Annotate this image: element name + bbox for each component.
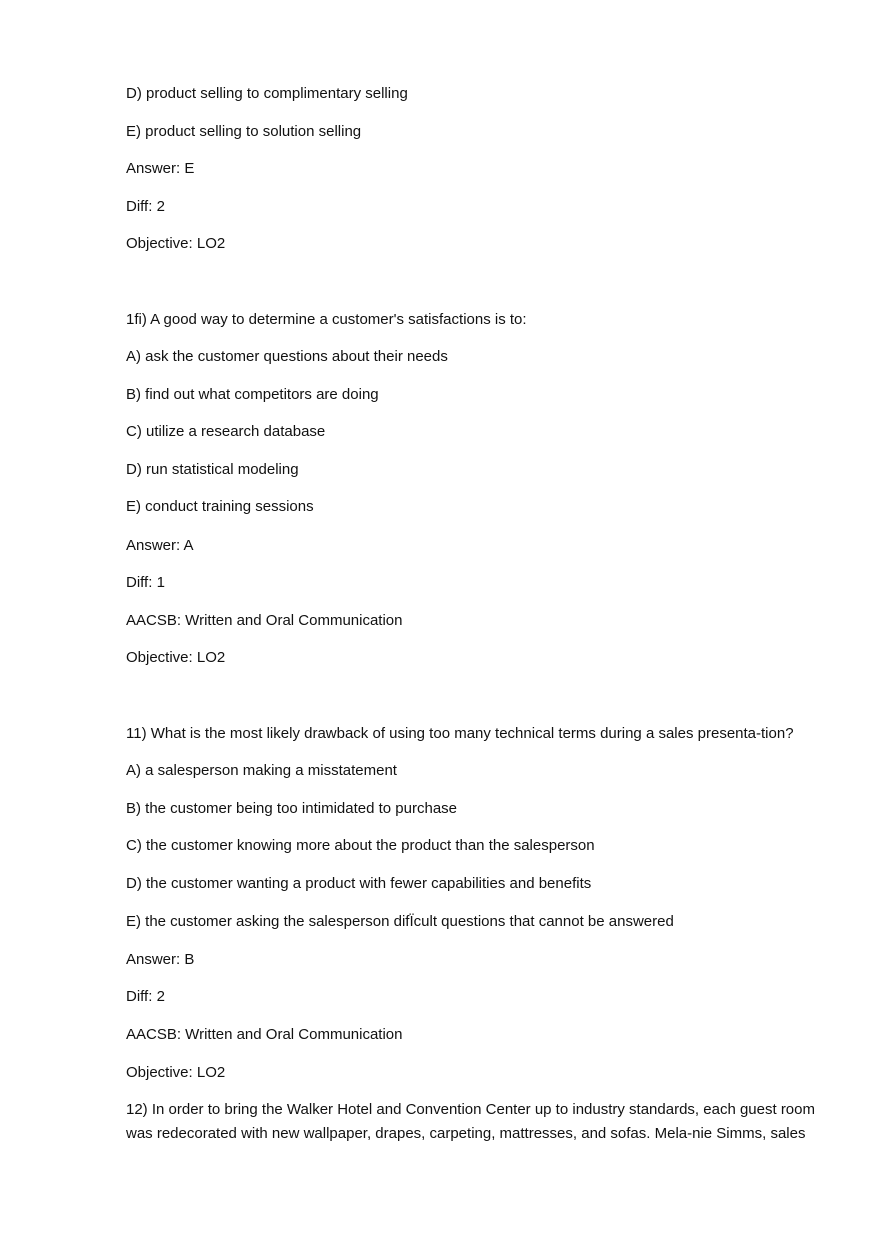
q10-option-d: D) run statistical modeling <box>126 461 299 478</box>
q11-aacsb: AACSB: Written and Oral Communication <box>126 1026 403 1043</box>
q10-option-e: E) conduct training sessions <box>126 498 314 515</box>
q12-question: 12) In order to bring the Walker Hotel and Convention Center up to industry standards, each guest room was redecorated with new wallpaper, drapes, carpeting, mattresses, and sofas. Mela-nie Simms, sales <box>126 1101 815 1142</box>
q10-diff: Diff: 1 <box>126 574 165 591</box>
q10-option-a: A) ask the customer questions about their needs <box>126 348 448 365</box>
q10-option-b: B) find out what competitors are doing <box>126 386 379 403</box>
q11-objective: Objective: LO2 <box>126 1064 226 1081</box>
q-prev-option-e: E) product selling to solution selling <box>126 123 362 140</box>
q11-question: 11) What is the most likely drawback of using too many technical terms during a sales presenta-tion? <box>126 725 794 742</box>
q10-option-c: C) utilize a research database <box>126 423 326 440</box>
q11-option-a: A) a salesperson making a misstatement <box>126 762 397 779</box>
q11-diff: Diff: 2 <box>126 988 165 1005</box>
q-prev-objective: Objective: LO2 <box>126 235 226 252</box>
q11-option-e: E) the customer asking the salesperson difÏcult questions that cannot be answered <box>126 913 674 930</box>
q-prev-answer: Answer: E <box>126 160 195 177</box>
q-prev-diff: Diff: 2 <box>126 198 165 215</box>
q10-aacsb: AACSB: Written and Oral Communication <box>126 612 403 629</box>
q10-answer: Answer: A <box>126 537 194 554</box>
q11-option-b: B) the customer being too intimidated to purchase <box>126 800 458 817</box>
q11-answer: Answer: B <box>126 951 195 968</box>
q10-question: 1fi) A good way to determine a customer's satisfactions is to: <box>126 311 527 328</box>
q11-option-d: D) the customer wanting a product with fewer capabilities and benefits <box>126 875 592 892</box>
q11-option-c: C) the customer knowing more about the product than the salesperson <box>126 837 595 854</box>
q-prev-option-d: D) product selling to complimentary selling <box>126 85 408 102</box>
q10-objective: Objective: LO2 <box>126 649 226 666</box>
